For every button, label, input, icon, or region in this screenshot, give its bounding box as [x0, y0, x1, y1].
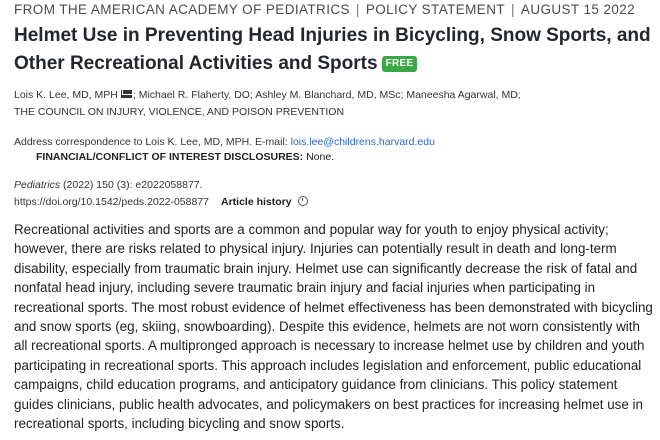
author-lee[interactable]: Lois K. Lee, MD, MPH: [14, 89, 118, 101]
address-label: Address correspondence to Lois K. Lee, MD, MPH. E-mail:: [14, 136, 291, 148]
email-link[interactable]: lois.lee@childrens.harvard.edu: [290, 136, 435, 148]
council-name[interactable]: THE COUNCIL ON INJURY, VIOLENCE, AND POISON PREVENTION: [14, 106, 345, 118]
article-history-button[interactable]: Article history: [221, 196, 292, 208]
author-others[interactable]: ; Michael R. Flaherty, DO; Ashley M. Blanchard, MD, MSc; Maneesha Agarwal, MD;: [132, 89, 521, 101]
free-badge: FREE: [382, 56, 418, 72]
separator: |: [355, 2, 360, 17]
disclosure-value: None.: [303, 151, 335, 163]
article-title: [14, 22, 654, 78]
journal-name: Pediatrics: [14, 179, 61, 191]
article-title-text: Helmet Use in Preventing Head Injuries in Bicycling, Snow Sports, and Other Recreational Activities and Sports: [14, 25, 651, 74]
clock-history-icon[interactable]: [298, 196, 308, 206]
disclosure: [36, 151, 334, 163]
article-meta-header: [14, 2, 635, 17]
publish-date: AUGUST 15 2022: [520, 2, 636, 17]
author-list: [14, 89, 521, 101]
source-label[interactable]: FROM THE AMERICAN ACADEMY OF PEDIATRICS: [14, 2, 350, 17]
doi-row: [14, 196, 308, 208]
separator: |: [511, 2, 515, 17]
citation-details: (2022) 150 (3): e2022058877.: [60, 179, 203, 191]
mail-icon[interactable]: [121, 90, 132, 98]
disclosure-label: FINANCIAL/CONFLICT OF INTEREST DISCLOSURES:: [36, 151, 304, 163]
address-correspondence: [14, 136, 435, 148]
citation: [14, 179, 203, 191]
doi-link[interactable]: https://doi.org/10.1542/peds.2022-058877: [14, 196, 209, 208]
article-type-label: POLICY STATEMENT: [365, 2, 505, 17]
abstract-text: Recreational activities and sports are a common and popular way for youth to enjoy physical activity; however, there are risks related to physical injury. Injuries can potentially result in death and long-term disability, especially from traumatic brain injury. Helmet use can significantly decrease the risk of fatal and nonfatal head injury, including severe traumatic brain injury and facial injuries when participating in recreational sports. The most robust evidence of helmet effectiveness has been demonstrated with bicycling and snow sports (eg, skiing, snowboarding). Despite this evidence, helmets are not worn consistently with all recreational sports. A multipronged approach is necessary to increase helmet use by children and youth participating in recreational sports. This approach includes legislation and enforcement, public educational campaigns, child education programs, and anticipatory guidance from clinicians. This policy statement guides clinicians, public health advocates, and policymakers on best practices for increasing helmet use in recreational sports, including bicycling and snow sports.: [14, 222, 653, 432]
